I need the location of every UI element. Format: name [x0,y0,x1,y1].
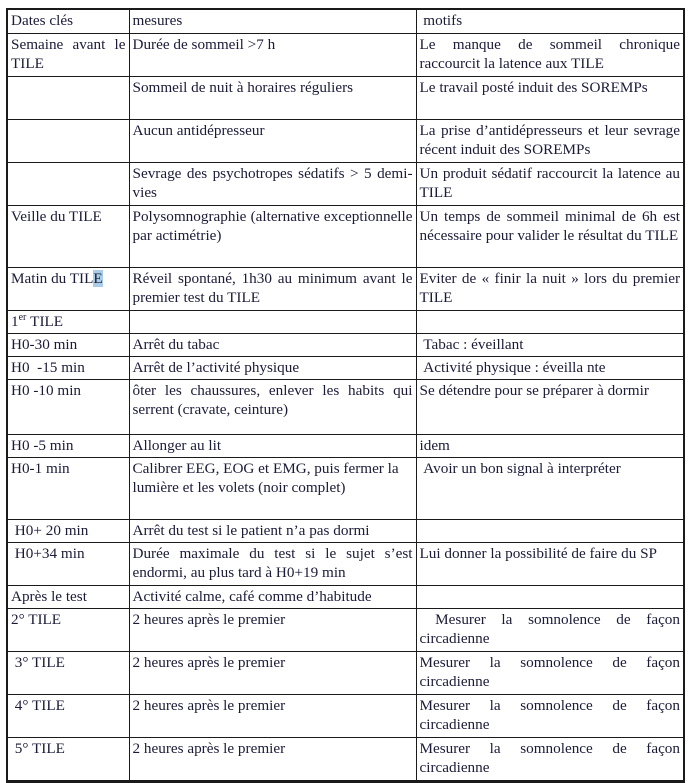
cell-mesure: Allonger au lit [129,435,416,458]
cell-mesure: Activité calme, café comme d’habitude [129,586,416,609]
column-header-motifs: motifs [416,9,684,34]
cell-motif: Mesurer la somnolence de façon circadienne [416,609,684,652]
cell-date: Semaine avant le TILE [7,34,129,77]
cell-date: H0-1 min [7,458,129,520]
table-row [7,458,684,520]
cell-motif [416,520,684,543]
cell-mesure: Durée de sommeil >7 h [129,34,416,77]
table-row [7,520,684,543]
cell-date [7,120,129,163]
cell-mesure: Sevrage des psychotropes sédatifs > 5 demi-vies [129,163,416,206]
cell-date: H0-30 min [7,334,129,357]
cell-date: H0+34 min [7,543,129,586]
table-row [7,695,684,738]
cell-date [7,311,129,334]
table-row [7,311,684,334]
tile-protocol-table [6,8,685,783]
cell-date [7,268,129,311]
column-header-mesures: mesures [129,9,416,34]
cell-motif: Mesurer la somnolence de façon circadienne [416,738,684,782]
cell-date-text: Matin du TIL [11,270,94,287]
cell-date: H0 -5 min [7,435,129,458]
cell-motif: Le travail posté induit des SOREMPs [416,77,684,120]
cell-motif: Eviter de « finir la nuit » lors du premier TILE [416,268,684,311]
cell-mesure [129,311,416,334]
cell-date: 2° TILE [7,609,129,652]
cell-mesure: 2 heures après le premier [129,609,416,652]
table-row [7,435,684,458]
cell-motif: Le manque de sommeil chronique raccourcit la latence aux TILE [416,34,684,77]
cell-motif: idem [416,435,684,458]
cell-motif: Lui donner la possibilité de faire du SP [416,543,684,586]
cell-date: 5° TILE [7,738,129,782]
cell-date: H0+ 20 min [7,520,129,543]
cell-date: H0 -10 min [7,380,129,435]
cell-date: Après le test [7,586,129,609]
cell-motif [416,311,684,334]
table-row [7,586,684,609]
table-row [7,34,684,77]
cell-mesure: Réveil spontané, 1h30 au minimum avant le premier test du TILE [129,268,416,311]
table-row [7,357,684,380]
cell-mesure: Durée maximale du test si le sujet s’est endormi, au plus tard à H0+19 min [129,543,416,586]
table-row [7,380,684,435]
cell-mesure: 2 heures après le premier [129,738,416,782]
ordinal-suffix: er [18,311,27,323]
cell-mesure: ôter les chaussures, enlever les habits qui serrent (cravate, ceinture) [129,380,416,435]
cell-mesure: 2 heures après le premier [129,695,416,738]
cell-mesure: Polysomnographie (alternative exceptionnelle par actimétrie) [129,206,416,268]
cell-date: 3° TILE [7,652,129,695]
cell-date: 4° TILE [7,695,129,738]
cell-mesure: 2 heures après le premier [129,652,416,695]
cell-motif: Mesurer la somnolence de façon circadienne [416,652,684,695]
cell-motif [416,586,684,609]
table-row [7,334,684,357]
table-row [7,268,684,311]
ordinal-number: 1 [11,313,19,330]
cell-mesure: Arrêt du tabac [129,334,416,357]
column-header-dates: Dates clés [7,9,129,34]
cell-motif: La prise d’antidépresseurs et leur sevrage récent induit des SOREMPs [416,120,684,163]
table-row [7,652,684,695]
table-row [7,738,684,782]
table-row [7,206,684,268]
table-row [7,543,684,586]
cell-motif: Tabac : éveillant [416,334,684,357]
cell-mesure: Calibrer EEG, EOG et EMG, puis fermer la lumière et les volets (noir complet) [129,458,416,520]
selection-highlight: E [93,270,103,287]
cell-date: H0 -15 min [7,357,129,380]
cell-motif: Avoir un bon signal à interpréter [416,458,684,520]
table-row [7,77,684,120]
cell-mesure: Aucun antidépresseur [129,120,416,163]
table-row [7,120,684,163]
cell-mesure: Arrêt du test si le patient n’a pas dormi [129,520,416,543]
table-row [7,609,684,652]
cell-date-text: TILE [26,313,64,330]
cell-motif: Un temps de sommeil minimal de 6h est nécessaire pour valider le résultat du TILE [416,206,684,268]
cell-date: Veille du TILE [7,206,129,268]
cell-motif: Activité physique : éveilla nte [416,357,684,380]
cell-motif: Se détendre pour se préparer à dormir [416,380,684,435]
table-row [7,163,684,206]
cell-mesure: Sommeil de nuit à horaires réguliers [129,77,416,120]
cell-date [7,77,129,120]
cell-mesure: Arrêt de l’activité physique [129,357,416,380]
header-row [7,9,684,34]
cell-motif: Mesurer la somnolence de façon circadienne [416,695,684,738]
cell-motif: Un produit sédatif raccourcit la latence au TILE [416,163,684,206]
cell-date [7,163,129,206]
